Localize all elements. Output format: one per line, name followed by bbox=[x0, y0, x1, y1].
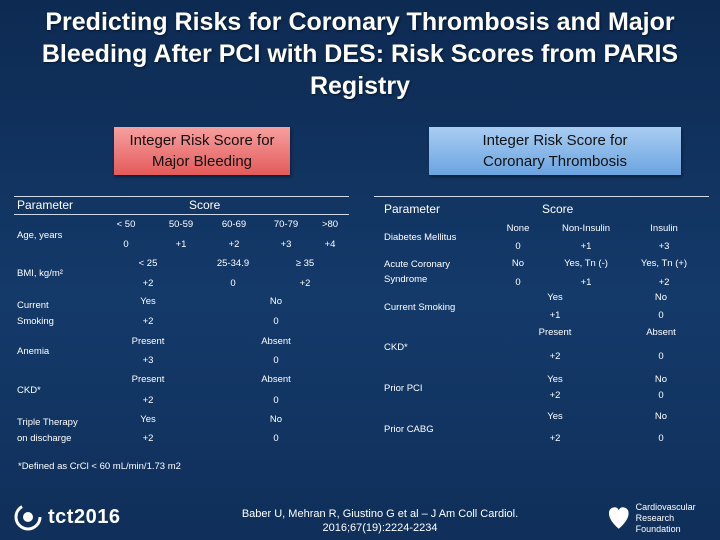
triple-therapy-label: Triple Therapy bbox=[17, 417, 78, 428]
anemia-cat: Present bbox=[131, 336, 165, 347]
diabetes-label: Diabetes Mellitus bbox=[384, 232, 457, 243]
major-bleeding-title: Integer Risk Score for Major Bleeding bbox=[129, 132, 275, 170]
age-score: 0 bbox=[123, 239, 129, 250]
diabetes-cat: None bbox=[506, 223, 530, 234]
age-cat: < 50 bbox=[116, 219, 136, 230]
slide-title: Predicting Risks for Coronary Thrombosis and Major Bleeding After PCI with DES: Risk Scores from PARIS Registry bbox=[41, 8, 679, 100]
score-header: Score bbox=[542, 202, 574, 216]
parameter-header: Parameter bbox=[17, 198, 74, 212]
acs-cat: Yes, Tn (+) bbox=[640, 258, 688, 269]
bmi-score: 0 bbox=[230, 278, 236, 289]
tct-logo-text: tct2016 bbox=[48, 505, 121, 528]
smoking-score: +2 bbox=[142, 316, 154, 327]
prior-cabg-label: Prior CABG bbox=[384, 424, 434, 435]
diabetes-score: +1 bbox=[580, 241, 592, 252]
ckd-score: 0 bbox=[273, 395, 279, 406]
triple-therapy-score: 0 bbox=[273, 433, 279, 444]
anemia-score: +3 bbox=[142, 355, 154, 366]
ckd-score: 0 bbox=[658, 351, 664, 362]
smoking-score: +1 bbox=[549, 310, 561, 321]
smoking-label: Current bbox=[17, 300, 49, 311]
smoking-label: Current Smoking bbox=[384, 302, 456, 313]
ckd-score: +2 bbox=[142, 395, 154, 406]
acs-score: 0 bbox=[515, 277, 521, 288]
parameter-header: Parameter bbox=[384, 202, 441, 216]
bmi-label: BMI, kg/m² bbox=[17, 268, 63, 279]
score-header: Score bbox=[189, 198, 221, 212]
table-divider bbox=[374, 196, 709, 197]
prior-pci-score: +2 bbox=[549, 390, 561, 401]
age-cat: 70-79 bbox=[273, 219, 299, 230]
bmi-score: +2 bbox=[142, 278, 154, 289]
prior-cabg-score: +2 bbox=[549, 433, 561, 444]
smoking-cat: Yes bbox=[140, 296, 156, 307]
diabetes-score: 0 bbox=[515, 241, 521, 252]
smoking-score: 0 bbox=[273, 316, 279, 327]
table-divider bbox=[14, 214, 349, 215]
coronary-thrombosis-title-box bbox=[429, 127, 681, 175]
smoking-score: 0 bbox=[658, 310, 664, 321]
ckd-cat: Present bbox=[538, 327, 572, 338]
age-score: +4 bbox=[324, 239, 336, 250]
prior-cabg-cat: No bbox=[654, 411, 668, 422]
anemia-label: Anemia bbox=[17, 346, 50, 357]
bmi-cat: ≥ 35 bbox=[295, 258, 315, 269]
ckd-label: CKD* bbox=[17, 385, 41, 396]
acs-score: +1 bbox=[580, 277, 592, 288]
bmi-score: +2 bbox=[299, 278, 311, 289]
triple-therapy-cat: No bbox=[269, 414, 283, 425]
age-score: +2 bbox=[228, 239, 240, 250]
age-cat: 50-59 bbox=[168, 219, 194, 230]
heart-icon bbox=[608, 505, 630, 531]
age-cat: 60-69 bbox=[221, 219, 247, 230]
smoking-label: Smoking bbox=[17, 316, 54, 327]
acs-cat: Yes, Tn (-) bbox=[564, 258, 608, 269]
acs-score: +2 bbox=[658, 277, 670, 288]
footnote: *Defined as CrCl < 60 mL/min/1.73 m2 bbox=[18, 461, 181, 472]
crf-logo-line: Cardiovascular bbox=[635, 501, 696, 512]
ckd-label: CKD* bbox=[384, 342, 408, 353]
smoking-cat: No bbox=[654, 292, 668, 303]
ckd-cat: Present bbox=[131, 374, 165, 385]
prior-pci-label: Prior PCI bbox=[384, 383, 423, 394]
acs-cat: No bbox=[511, 258, 525, 269]
age-label: Age, years bbox=[17, 230, 63, 241]
anemia-score: 0 bbox=[273, 355, 279, 366]
triple-therapy-score: +2 bbox=[142, 433, 154, 444]
diabetes-cat: Insulin bbox=[650, 223, 678, 234]
ckd-score: +2 bbox=[549, 351, 561, 362]
table-divider bbox=[14, 196, 349, 197]
bmi-cat: < 25 bbox=[138, 258, 158, 269]
ckd-cat: Absent bbox=[261, 374, 291, 385]
age-score: +3 bbox=[280, 239, 292, 250]
crf-logo-line: Research Foundation bbox=[635, 512, 681, 534]
age-cat: >80 bbox=[321, 219, 339, 230]
bmi-cat: 25-34.9 bbox=[216, 258, 250, 269]
prior-pci-cat: No bbox=[654, 374, 668, 385]
crf-logo bbox=[608, 500, 720, 536]
coronary-thrombosis-title: Integer Risk Score for Coronary Thrombosis bbox=[482, 132, 628, 170]
smoking-cat: Yes bbox=[547, 292, 563, 303]
major-bleeding-title-box bbox=[114, 127, 290, 175]
prior-pci-score: 0 bbox=[658, 390, 664, 401]
crf-logo-text bbox=[636, 502, 720, 535]
citation: Baber U, Mehran R, Giustino G et al – J Am Coll Cardiol. 2016;67(19):2224-2234 bbox=[241, 508, 519, 534]
tct-logo bbox=[14, 502, 120, 532]
age-score: +1 bbox=[175, 239, 187, 250]
triple-therapy-label: on discharge bbox=[17, 433, 72, 444]
prior-cabg-cat: Yes bbox=[547, 411, 563, 422]
ckd-cat: Absent bbox=[646, 327, 676, 338]
acs-label: Syndrome bbox=[384, 274, 428, 285]
tct-swirl-icon bbox=[14, 503, 42, 531]
prior-pci-cat: Yes bbox=[547, 374, 563, 385]
diabetes-score: +3 bbox=[658, 241, 670, 252]
diabetes-cat: Non-Insulin bbox=[561, 223, 611, 234]
prior-cabg-score: 0 bbox=[658, 433, 664, 444]
triple-therapy-cat: Yes bbox=[140, 414, 156, 425]
anemia-cat: Absent bbox=[261, 336, 291, 347]
acs-label: Acute Coronary bbox=[384, 259, 451, 270]
smoking-cat: No bbox=[269, 296, 283, 307]
